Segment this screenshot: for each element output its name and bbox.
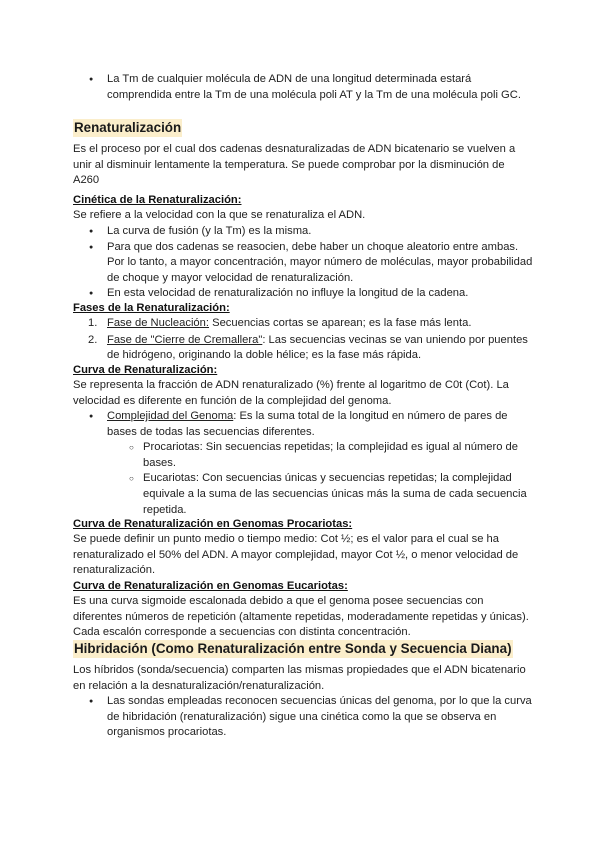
list-item <box>73 316 533 332</box>
fase-term: Fase de Nucleación: <box>107 317 209 329</box>
eucariotas-text: Es una curva sigmoide escalonada debido a que el genoma posee secuencias con diferentes números de repetición (altamente repetidas, moderadamente repetidas y únicas). Cada escalón corresponde a secuencias con distinta concentración. <box>73 595 529 639</box>
sub-list-item: ○ Procariotas: Sin secuencias repetidas; la complejidad es igual al número de bases. <box>73 440 533 471</box>
hibridacion-heading <box>73 640 533 659</box>
list-item: ● Para que dos cadenas se reasocien, debe haber un choque aleatorio entre ambas. Por lo tanto, a mayor concentración, mayor número de moléculas, mayor probabilidad de choque y mayor velocidad de renaturalización. <box>73 240 533 287</box>
list-item: ● En esta velocidad de renaturalización no influye la longitud de la cadena. <box>73 286 533 302</box>
sub-list-item: ○ Eucariotas: Con secuencias únicas y secuencias repetidas; la complejidad equivale a la suma de las secuencias únicas más la suma de cada secuencia repetida. <box>73 471 533 518</box>
list-item: ● Las sondas empleadas reconocen secuencias únicas del genoma, por lo que la curva de hibridación (renaturalización) sigue una cinética como la que se observa en organismos procariotas. <box>73 694 533 741</box>
list-number: 2. <box>88 333 98 346</box>
cinetica-heading: Cinética de la Renaturalización: <box>73 194 242 206</box>
list-item: ● La curva de fusión (y la Tm) es la misma. <box>73 224 533 240</box>
fase-text: Secuencias cortas se aparean; es la fase más lenta. <box>209 317 472 329</box>
procariotas-heading: Curva de Renaturalización en Genomas Procariotas: <box>73 518 353 530</box>
cinetica-list <box>73 224 533 302</box>
list-item: ● La Tm de cualquier molécula de ADN de una longitud determinada estará comprendida entre la Tm de una molécula poli AT y la Tm de una molécula poli GC. <box>73 72 533 103</box>
cinetica-intro: Se refiere a la velocidad con la que se renaturaliza el ADN. <box>73 209 366 221</box>
complejidad-term: Complejidad del Genoma <box>107 410 234 422</box>
renaturalizacion-intro: Es el proceso por el cual dos cadenas desnaturalizadas de ADN bicatenario se vuelven a unir al disminuir lentamente la temperatura. Se puede comprobar por la disminución de A260 <box>73 143 516 187</box>
hibridacion-list <box>73 694 533 741</box>
top-bullet-list <box>73 72 533 103</box>
procariotas-text: Se puede definir un punto medio o tiempo medio: Cot ½; es el valor para el cual se ha renaturalizado el 50% del ADN. A mayor complejidad, mayor Cot ½, o menor velocidad de renaturalización. <box>73 533 519 577</box>
list-item <box>73 409 533 440</box>
renaturalizacion-heading <box>73 119 533 138</box>
eucariotas-heading: Curva de Renaturalización en Genomas Eucariotas: <box>73 580 348 592</box>
curva-heading: Curva de Renaturalización: <box>73 364 218 376</box>
hibridacion-intro: Los híbridos (sonda/secuencia) comparten las mismas propiedades que el ADN bicatenario en relación a la desnaturalización/renaturalización. <box>73 664 526 692</box>
list-number: 1. <box>88 317 98 329</box>
list-item <box>73 333 533 364</box>
curva-intro: Se representa la fracción de ADN renaturalizado (%) frente al logaritmo de C0t (Cot). La velocidad es diferente en función de la complejidad del genoma. <box>73 379 509 407</box>
fases-list <box>73 316 533 364</box>
fases-heading: Fases de la Renaturalización: <box>73 302 230 314</box>
curva-list <box>73 409 533 518</box>
fase-term: Fase de "Cierre de Cremallera" <box>107 333 263 346</box>
fase-text: : Las secuencias vecinas se van uniendo por puentes de hidrógeno, originando la doble hélice; es la fase más rápida. <box>107 333 528 362</box>
section-heading: Renaturalización <box>74 120 182 135</box>
section-heading: Hibridación (Como Renaturalización entre Sonda y Secuencia Diana) <box>74 641 512 656</box>
complejidad-text: : Es la suma total de la longitud en número de pares de bases de todas las secuencias diferentes. <box>107 410 508 438</box>
